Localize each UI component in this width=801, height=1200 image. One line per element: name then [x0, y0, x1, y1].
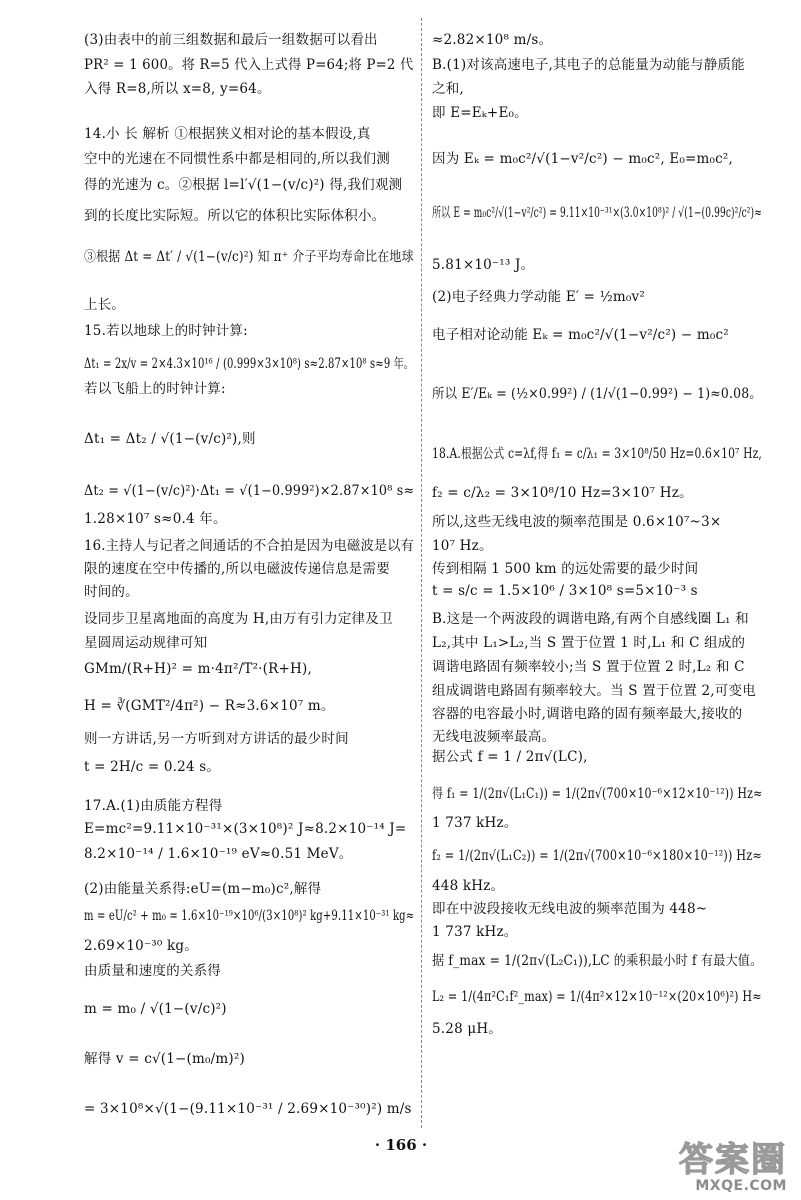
text-line: B.这是一个两波段的调谐电路,有两个自感线圈 L₁ 和	[432, 611, 749, 627]
text-line: (2)电子经典力学动能 E′ = ½m₀v²	[432, 289, 645, 305]
text-line: B.(1)对该高速电子,其电子的总能量为动能与静质能	[432, 57, 745, 73]
text-line: f₂ = c/λ₂ = 3×10⁸/10 Hz=3×10⁷ Hz。	[432, 485, 693, 501]
text-line: 则一方讲话,另一方听到对方讲话的最少时间	[84, 731, 349, 747]
text-line: H = ∛(GMT²/4π²) − R≈3.6×10⁷ m。	[84, 698, 335, 714]
text-line: 18.A.根据公式 c=λf,得 f₁ = c/λ₁ = 3×10⁸/50 Hz=0.6×10⁷ Hz,	[432, 446, 762, 462]
text-line: 调谐电路固有频率较小;当 S 置于位置 2 时,L₂ 和 C	[432, 659, 745, 675]
watermark-logo: 答案圈	[679, 1140, 787, 1180]
text-line: 因为 Eₖ = m₀c²/√(1−v²/c²) − m₀c², E₀=m₀c²,	[432, 151, 734, 167]
text-line: 所以 E = m₀c²/√(1−v²/c²) = 9.11×10⁻³¹×(3.0×10⁸)² / √(1−(0.99c)²/c²)≈	[432, 205, 762, 221]
text-line: 组成调谐电路固有频率较大。当 S 置于位置 2,可变电	[432, 683, 756, 699]
text-line: 16.主持人与记者之间通话的不合拍是因为电磁波是以有	[84, 538, 415, 554]
text-line: 据公式 f = 1 / 2π√(LC),	[432, 749, 588, 765]
text-line: 10⁷ Hz。	[432, 538, 493, 554]
text-line: Δt₂ = √(1−(v/c)²)·Δt₁ = √(1−0.999²)×2.87×10⁸ s≈	[84, 483, 415, 499]
text-line: PR² = 1 600。将 R=5 代入上式得 P=64;将 P=2 代	[84, 57, 414, 73]
text-line: 上长。	[84, 297, 126, 313]
text-line: f₂ = 1/(2π√(L₁C₂)) = 1/(2π√(700×10⁻⁶×180×10⁻¹²)) Hz≈	[432, 848, 762, 864]
text-line: m = m₀ / √(1−(v/c)²)	[84, 1001, 227, 1017]
text-line: 得的光速为 c。②根据 l=l′√(1−(v/c)²) 得,我们观测	[84, 177, 403, 193]
text-line: L₂ = 1/(4π²C₁f²_max) = 1/(4π²×12×10⁻¹²×(20×10⁶)²) H≈	[432, 989, 762, 1005]
watermark-url: MXQE.COM	[695, 1178, 787, 1194]
text-line: 时间的。	[84, 584, 139, 600]
text-line: 14.小 长 解析 ①根据狭义相对论的基本假设,真	[84, 126, 371, 142]
text-line: GMm/(R+H)² = m·4π²/T²·(R+H),	[84, 661, 312, 677]
text-line: 1 737 kHz。	[432, 924, 518, 940]
text-line: 星圆周运动规律可知	[84, 635, 208, 651]
text-line: 15.若以地球上的时钟计算:	[84, 323, 248, 339]
text-line: m = eU/c² + m₀ = 1.6×10⁻¹⁹×10⁶/(3×10⁸)² kg+9.11×10⁻³¹ kg≈	[84, 908, 415, 924]
text-line: 所以 E′/Eₖ = (½×0.99²) / (1/√(1−0.99²) − 1)≈0.08。	[432, 386, 762, 402]
text-line: 即 E=Eₖ+E₀。	[432, 105, 528, 121]
text-line: 由质量和速度的关系得	[84, 963, 221, 979]
text-line: Δt₁ = Δt₂ / √(1−(v/c)²),则	[84, 431, 256, 447]
text-line: 到的长度比实际短。所以它的体积比实际体积小。	[84, 208, 386, 224]
text-line: = 3×10⁸×√(1−(9.11×10⁻³¹ / 2.69×10⁻³⁰)²) m/s	[84, 1101, 412, 1117]
text-line: ③根据 Δt = Δt′ / √(1−(v/c)²) 知 π⁺ 介子平均寿命比在地球	[84, 249, 414, 265]
text-line: 所以,这些无线电波的频率范围是 0.6×10⁷~3×	[432, 514, 722, 530]
text-line: t = 2H/c = 0.24 s。	[84, 759, 221, 775]
column-divider	[421, 18, 422, 1128]
text-line: 空中的光速在不同惯性系中都是相同的,所以我们测	[84, 151, 390, 167]
text-line: 5.81×10⁻¹³ J。	[432, 257, 535, 273]
text-line: 容器的电容最小时,调谐电路的固有频率最大,接收的	[432, 706, 743, 722]
text-line: 电子相对论动能 Eₖ = m₀c²/√(1−v²/c²) − m₀c²	[432, 327, 729, 343]
text-line: (3)由表中的前三组数据和最后一组数据可以看出	[84, 32, 378, 48]
text-line: 设同步卫星离地面的高度为 H,由万有引力定律及卫	[84, 611, 393, 627]
text-line: 若以飞船上的时钟计算:	[84, 381, 226, 397]
text-line: 2.69×10⁻³⁰ kg。	[84, 938, 198, 954]
text-line: 解得 v = c√(1−(m₀/m)²)	[84, 1051, 245, 1067]
text-line: 17.A.(1)由质能方程得	[84, 798, 223, 814]
text-line: t = s/c = 1.5×10⁶ / 3×10⁸ s=5×10⁻³ s	[432, 583, 698, 599]
text-line: 8.2×10⁻¹⁴ / 1.6×10⁻¹⁹ eV≈0.51 MeV。	[84, 846, 353, 862]
text-line: (2)由能量关系得:eU=(m−m₀)c²,解得	[84, 881, 322, 897]
watermark	[637, 1132, 787, 1194]
text-line: 传到相隔 1 500 km 的远处需要的最少时间	[432, 561, 699, 577]
text-line: 无线电波频率最高。	[432, 729, 556, 745]
text-line: ≈2.82×10⁸ m/s。	[432, 32, 553, 48]
page-number: · 166 ·	[374, 1136, 428, 1154]
text-line: 5.28 μH。	[432, 1021, 502, 1037]
text-line: 据 f_max = 1/(2π√(L₂C₁)),LC 的乘积最小时 f 有最大值。	[432, 953, 763, 969]
text-line: 448 kHz。	[432, 878, 505, 894]
text-line: 限的速度在空中传播的,所以电磁波传递信息是需要	[84, 561, 390, 577]
text-line: 之和,	[432, 81, 464, 97]
text-line: 入得 R=8,所以 x=8, y=64。	[84, 81, 271, 97]
text-line: 1.28×10⁷ s≈0.4 年。	[84, 511, 227, 527]
text-line: E=mc²=9.11×10⁻³¹×(3×10⁸)² J≈8.2×10⁻¹⁴ J=	[84, 821, 407, 837]
text-line: 得 f₁ = 1/(2π√(L₁C₁)) = 1/(2π√(700×10⁻⁶×12×10⁻¹²)) Hz≈	[432, 786, 763, 802]
text-line: 1 737 kHz。	[432, 815, 518, 831]
text-line: Δt₁ = 2x/v = 2×4.3×10¹⁶ / (0.999×3×10⁸) s≈2.87×10⁸ s≈9 年。	[84, 356, 414, 372]
text-line: 即在中波段接收无线电波的频率范围为 448~	[432, 901, 708, 917]
text-line: L₂,其中 L₁>L₂,当 S 置于位置 1 时,L₁ 和 C 组成的	[432, 635, 746, 651]
